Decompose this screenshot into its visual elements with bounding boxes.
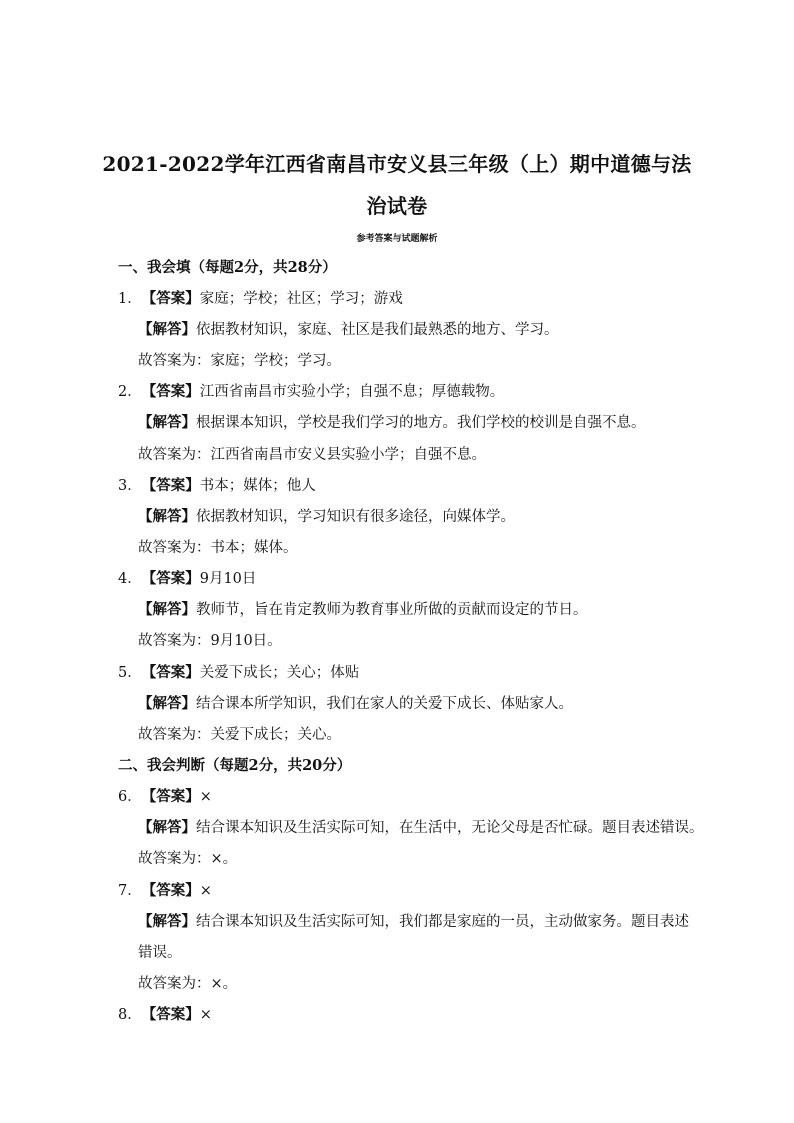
item-7-analysis-continued: 错误。 — [138, 945, 182, 961]
item-5-final-answer: 故答案为：关爱下成长；关心。 — [138, 727, 341, 743]
item-5-answer — [118, 664, 359, 682]
item-6-analysis — [138, 819, 704, 837]
item-6-final-answer: 故答案为：×。 — [138, 851, 238, 867]
answer-label: 【答案】 — [141, 664, 200, 681]
analysis-label: 【解答】 — [138, 695, 196, 712]
document-title-line-2: 治试卷 — [366, 194, 428, 218]
item-2-final-answer: 故答案为：江西省南昌市安义县实验小学；自强不息。 — [138, 447, 486, 463]
item-number: 1． — [118, 291, 142, 307]
analysis-label: 【解答】 — [138, 913, 196, 930]
analysis-text: 教师节，旨在肯定教师为教育事业所做的贡献而设定的节日。 — [196, 602, 588, 618]
item-5-analysis — [138, 695, 573, 713]
analysis-text: 依据教材知识，家庭、社区是我们最熟悉的地方、学习。 — [196, 322, 559, 338]
analysis-label: 【解答】 — [138, 414, 196, 431]
answer-text: × — [199, 789, 212, 805]
answer-label: 【答案】 — [141, 477, 200, 494]
item-number: 5． — [118, 665, 142, 681]
answer-label: 【答案】 — [141, 570, 200, 587]
item-8-answer — [118, 1006, 212, 1024]
item-2-answer — [118, 383, 504, 401]
analysis-label: 【解答】 — [138, 321, 196, 338]
item-6-answer — [118, 788, 212, 806]
item-7-analysis — [138, 913, 689, 931]
analysis-text: 根据课本知识，学校是我们学习的地方。我们学校的校训是自强不息。 — [196, 415, 646, 431]
answer-label: 【答案】 — [141, 290, 200, 307]
analysis-label: 【解答】 — [138, 508, 196, 525]
item-7-final-answer: 故答案为：×。 — [138, 976, 238, 992]
item-number: 2． — [118, 384, 142, 400]
analysis-text: 结合课本知识及生活实际可知，我们都是家庭的一员，主动做家务。题目表述 — [196, 914, 689, 930]
answer-text: 关爱下成长；关心；体贴 — [199, 665, 360, 681]
analysis-text: 依据教材知识，学习知识有很多途径，向媒体学。 — [196, 509, 515, 525]
item-number: 8． — [118, 1007, 142, 1023]
answer-label: 【答案】 — [141, 383, 200, 400]
analysis-label: 【解答】 — [138, 601, 196, 618]
answer-text: 江西省南昌市实验小学；自强不息；厚德载物。 — [199, 384, 505, 400]
document-title-line-1: 2021-2022学年江西省南昌市安义县三年级（上）期中道德与法 — [102, 152, 692, 176]
item-3-analysis — [138, 508, 515, 526]
item-number: 3． — [118, 478, 142, 494]
answer-text: 9月10日 — [199, 571, 257, 587]
answer-text: 家庭；学校；社区；学习；游戏 — [199, 291, 403, 307]
item-1-final-answer: 故答案为：家庭；学校；学习。 — [138, 353, 341, 369]
section-heading-fill-in: 一、我会填（每题2分，共28分） — [118, 259, 337, 276]
item-3-answer — [118, 477, 316, 495]
item-number: 4． — [118, 571, 142, 587]
answer-label: 【答案】 — [141, 788, 200, 805]
section-heading-judge: 二、我会判断（每题2分，共20分） — [118, 757, 352, 774]
item-4-answer — [118, 570, 256, 588]
answer-text: 书本；媒体；他人 — [199, 478, 316, 494]
document-subtitle: 参考答案与试题解析 — [356, 234, 438, 244]
item-1-answer — [118, 290, 403, 308]
answer-text: × — [199, 883, 212, 899]
analysis-text: 结合课本所学知识，我们在家人的关爱下成长、体贴家人。 — [196, 696, 573, 712]
answer-text: × — [199, 1007, 212, 1023]
item-1-analysis — [138, 321, 559, 339]
item-7-answer — [118, 882, 212, 900]
answer-label: 【答案】 — [141, 882, 200, 899]
item-4-analysis — [138, 601, 588, 619]
item-3-final-answer: 故答案为：书本；媒体。 — [138, 540, 298, 556]
analysis-label: 【解答】 — [138, 819, 196, 836]
item-4-final-answer: 故答案为：9月10日。 — [138, 633, 282, 649]
item-number: 6． — [118, 789, 142, 805]
answer-label: 【答案】 — [141, 1006, 200, 1023]
item-2-analysis — [138, 414, 646, 432]
analysis-text: 结合课本知识及生活实际可知，在生活中，无论父母是否忙碌。题目表述错误。 — [196, 820, 704, 836]
item-number: 7． — [118, 883, 142, 899]
